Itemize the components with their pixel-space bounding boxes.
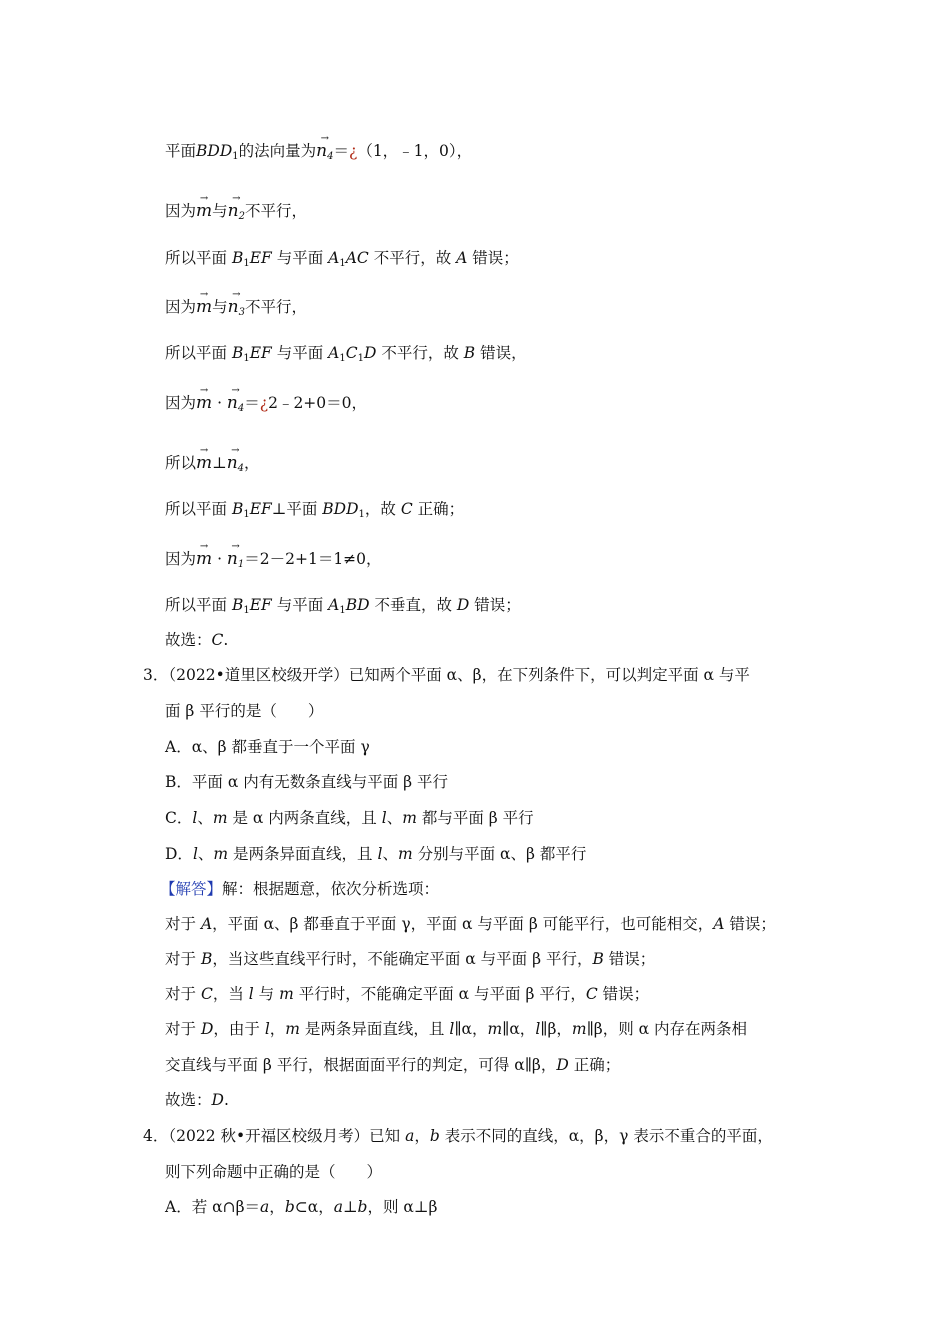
q3-option-d: D．l、m 是两条异面直线，且 l、m 分别与平面 α、β 都平行: [165, 845, 587, 863]
q3-analysis-b: 对于 B，当这些直线平行时，不能确定平面 α 与平面 β 平行，B 错误；: [165, 950, 656, 968]
line-m-n3: 因为→ m与→ $n_3$不平行，: [165, 296, 307, 318]
q3-option-c: C．l、m 是 α 内两条直线，且 l、m 都与平面 β 平行: [165, 809, 534, 827]
line-m-perp-n4: 所以→ m⊥→ $n_4$，: [165, 452, 260, 474]
vector-m: → m: [196, 200, 212, 222]
vector-m: → m: [196, 548, 212, 570]
q3-analysis-a: 对于 A，平面 α、β 都垂直于平面 γ，平面 α 与平面 β 可能平行，也可能相交，A 错误；: [165, 915, 776, 933]
vector-n4: → $n_4$: [227, 452, 244, 474]
vector-n2: → $n_2$: [228, 200, 245, 222]
q4-stem-line2: 则下列命题中正确的是（ ）: [165, 1163, 383, 1181]
line-conclusion-b: 所以平面 $B_1EF$ 与平面 $A_1C_1D$ 不平行，故 B 错误，: [165, 344, 527, 364]
line-conclusion-c: 所以平面 $B_1EF\perp$平面 $BDD_1$，故 C 正确；: [165, 500, 465, 520]
q3-stem-line2: 面 β 平行的是（ ）: [165, 702, 324, 720]
line-m-dot-n1: 因为→ m · → $n_1=2-2+1=1\ne 0$，: [165, 548, 382, 570]
vector-m: → m: [196, 296, 212, 318]
q4-number: 4．: [143, 1127, 169, 1145]
line-conclusion-d: 所以平面 $B_1EF$ 与平面 $A_1BD$ 不垂直，故 D 错误；: [165, 596, 521, 616]
line-m-dot-n4: 因为→ m · → $n_4=¿2﹣2+0=0$，: [165, 392, 367, 414]
q3-answer-intro: 【解答】解：根据题意，依次分析选项：: [160, 880, 440, 898]
line-conclusion-a: 所以平面 $B_1EF$ 与平面 $A_1AC$ 不平行，故 A 错误；: [165, 249, 519, 269]
encoding-glyph: ¿: [259, 394, 269, 412]
q4-option-a: A．若 α∩β＝a，b⊂α，a⊥b，则 α⊥β: [165, 1198, 438, 1216]
encoding-glyph: ¿: [349, 142, 358, 160]
vector-n3: → $n_3$: [228, 296, 245, 318]
vector-n4: → $n_4$: [227, 392, 244, 414]
q3-option-b: B．平面 α 内有无数条直线与平面 β 平行: [165, 773, 449, 791]
line-m-n2: 因为→ m与→ $n_2$不平行，: [165, 200, 307, 222]
q3-analysis-d: 对于 D，由于 l，m 是两条异面直线，且 l∥α，m∥α，l∥β，m∥β，则 α 内存在两条相: [165, 1020, 748, 1038]
q4-stem-line1: 4．（2022 秋•开福区校级月考）已知 a，b 表示不同的直线，α，β，γ 表示不重合的平面，: [143, 1127, 773, 1145]
q3-analysis-d-cont: 交直线与平面 β 平行，根据面面平行的判定，可得 α∥β，D 正确；: [165, 1056, 621, 1074]
q3-stem-line1: 3．（2022•道里区校级开学）已知两个平面 α、β，在下列条件下，可以判定平面 α 与平: [143, 666, 750, 684]
q3-analysis-c: 对于 C，当 l 与 m 平行时，不能确定平面 α 与平面 β 平行，C 错误；: [165, 985, 650, 1003]
q3-number: 3．: [143, 666, 169, 684]
line-plane-bdd1-normal: 平面$BDD_1$的法向量为→ $n_4=¿(1$，﹣1，0），: [165, 140, 472, 162]
answer-tag: 【解答】: [160, 880, 223, 898]
line-answer-c: 故选：C.: [165, 631, 229, 649]
q3-answer: 故选：D.: [165, 1091, 229, 1109]
q3-option-a: A．α、β 都垂直于一个平面 γ: [165, 738, 370, 756]
vector-m: → m: [196, 392, 212, 414]
vector-m: → m: [196, 452, 212, 474]
vector-n4: → $n_4$: [316, 140, 333, 162]
vector-n1: → $n_1$: [227, 548, 244, 570]
